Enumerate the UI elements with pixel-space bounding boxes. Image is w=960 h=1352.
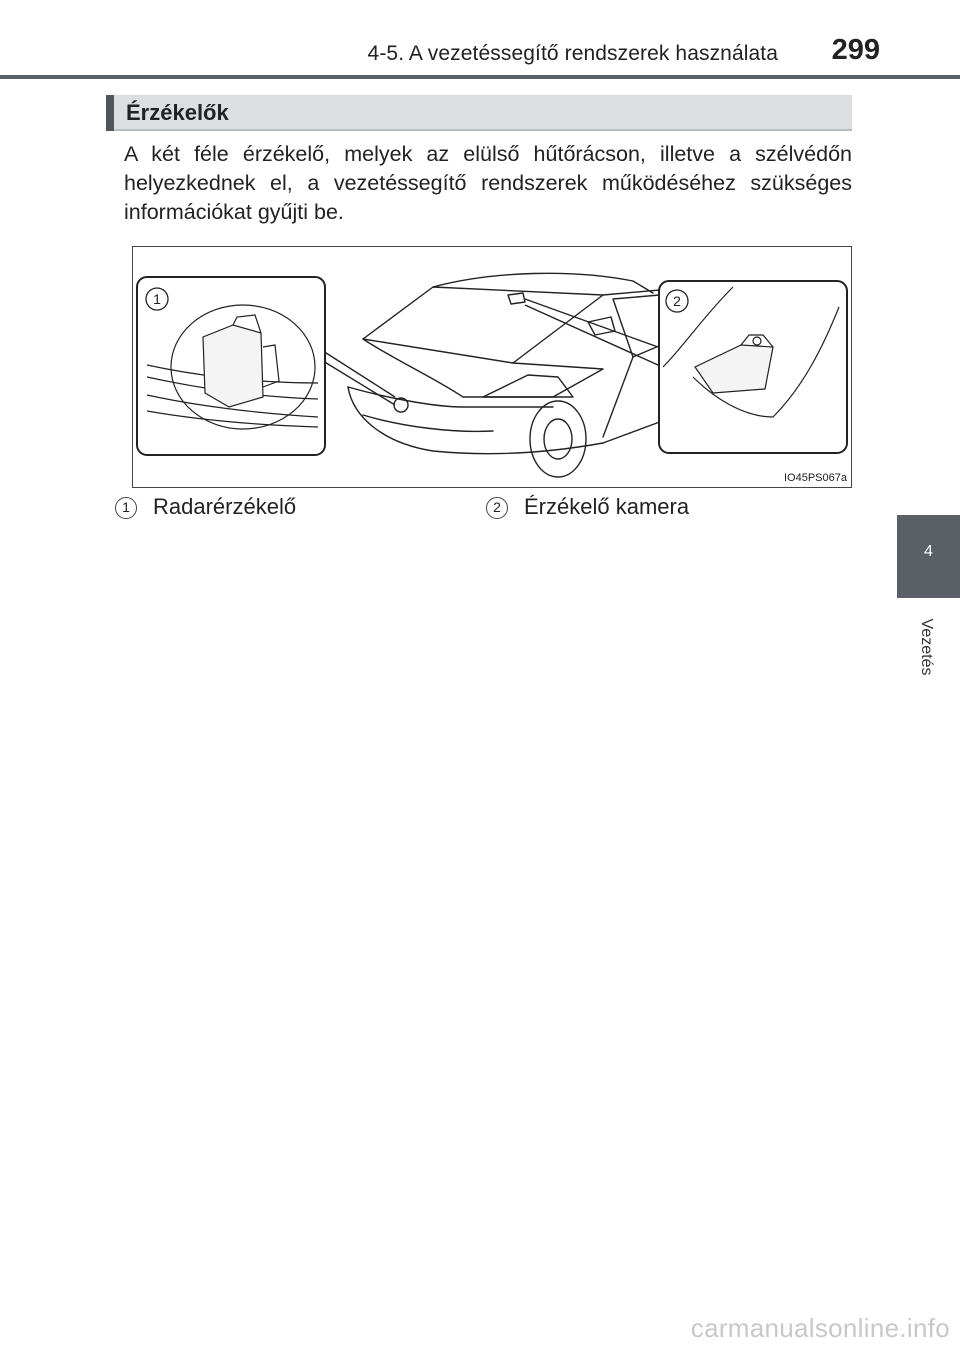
car-front-wheel-hub bbox=[544, 419, 572, 459]
section-heading-bar bbox=[106, 95, 852, 131]
chapter-tab bbox=[897, 515, 960, 598]
car-door-line bbox=[603, 357, 633, 437]
sensor-illustration bbox=[132, 246, 852, 488]
legend-label: Radarérzékelő bbox=[153, 494, 297, 519]
watermark: carmanualsonline.info bbox=[690, 1313, 950, 1343]
chapter-number: 4 bbox=[924, 543, 933, 560]
legend-label: Érzékelő kamera bbox=[524, 494, 690, 519]
page-number: 299 bbox=[831, 34, 880, 66]
figure-code: IO45PS067a bbox=[784, 472, 847, 484]
callout-2-number: 2 bbox=[673, 293, 681, 309]
chapter-name: Vezetés bbox=[918, 618, 935, 676]
body-paragraph: A két féle érzékelő, melyek az elülső hűtőrácson, illetve a szélvédőn helyezkednek el, a vezetéssegítő rendszerek működéséhez szükséges információkat gyűjti be. bbox=[124, 142, 852, 224]
camera-mount-mark bbox=[508, 293, 525, 304]
page-header bbox=[0, 0, 960, 80]
header-section-title: 4-5. A vezetéssegítő rendszerek használata bbox=[367, 42, 778, 65]
car-front-wheel bbox=[530, 401, 586, 477]
chapter-name-label bbox=[914, 608, 934, 688]
car-sensor-drawing bbox=[133, 247, 853, 489]
radar-unit bbox=[203, 325, 263, 407]
callout-line-1 bbox=[323, 351, 395, 405]
car-roof-outline bbox=[433, 273, 653, 293]
legend-number: 1 bbox=[115, 497, 137, 519]
callout-1-number: 1 bbox=[153, 291, 161, 307]
header-rule bbox=[0, 75, 960, 79]
car-grille bbox=[363, 415, 493, 431]
legend-number: 2 bbox=[486, 497, 508, 519]
car-windshield bbox=[363, 287, 603, 363]
section-title: Érzékelők bbox=[126, 100, 229, 125]
